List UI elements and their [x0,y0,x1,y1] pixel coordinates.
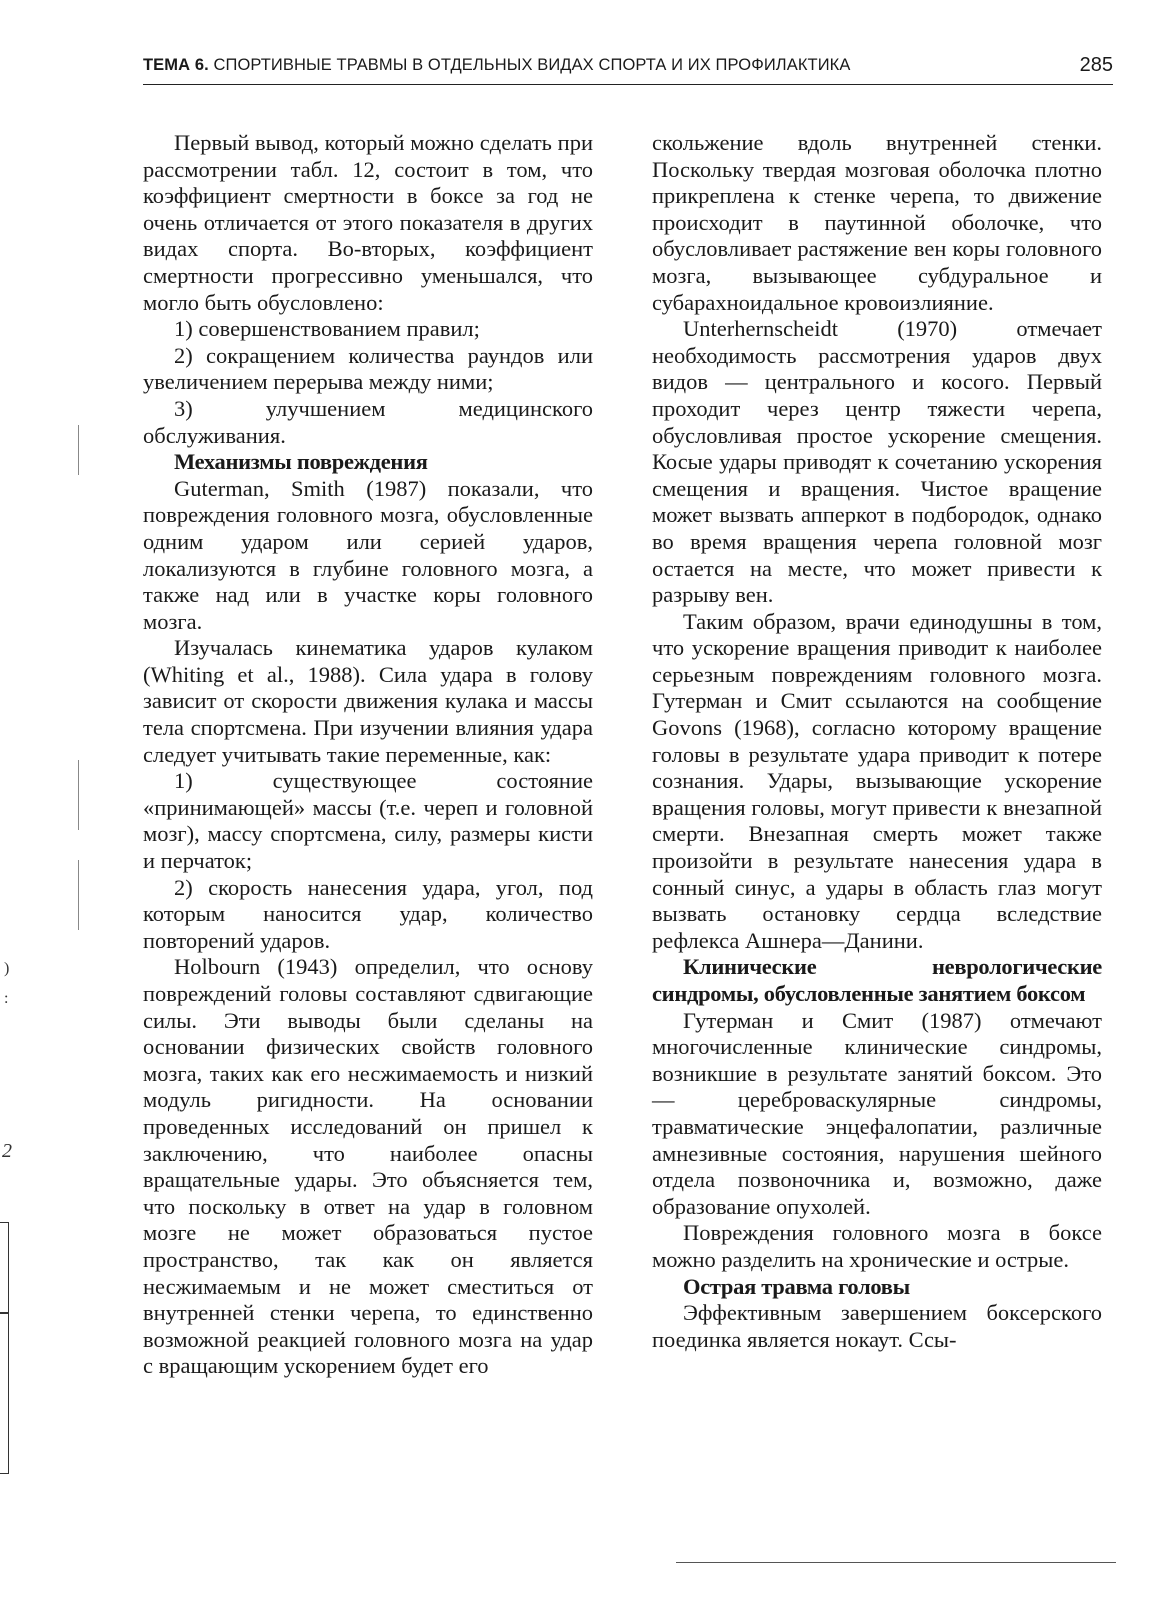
paragraph: Unterhernscheidt (1970) отмечает необходимость рассмотрения ударов двух видов — центрального и косого. Первый проходит через центр тяжести черепа, обусловливая простое ускорение смещения. Косые удары приводят к сочетанию ускорения смещения и вращения. Чистое вращение может вызвать апперкот в подбородок, однако во время вращения черепа головной мозг остается на месте, что может привести к разрыву вен. [652,316,1102,608]
margin-mark: 2 [2,1140,12,1162]
margin-mark: ) [4,960,10,977]
paragraph: Первый вывод, который можно сделать при рассмотрении табл. 12, состоит в том, что коэффициент смертности в боксе за год не очень отличается от этого показателя в других видах спорта. Во-вторых, коэффициент смертности прогрессивно уменьшался, что могло быть обусловлено: [143,130,593,315]
paragraph: Guterman, Smith (1987) показали, что повреждения головного мозга, обусловленные одним ударом или серией ударов, локализуются в глубине головного мозга, а также над или в участке коры головного мозга. [143,475,593,634]
margin-line [78,760,79,830]
margin-bracket [0,1222,9,1314]
margin-line [78,860,79,930]
paragraph: Повреждения головного мозга в боксе можно разделить на хронические и острые. [652,1220,1102,1272]
margin-line [78,425,79,475]
header-title-bold: ТЕМА 6. [143,56,209,74]
paragraph: Изучалась кинематика ударов кулаком (Whiting et al., 1988). Сила удара в голову зависит от скорости движения кулака и массы тела спортсмена. При изучении влияния удара следует учитывать такие переменные, как: [143,635,593,767]
page-number: 285 [1079,54,1113,76]
paragraph: Гутерман и Смит (1987) отмечают многочисленные клинические синдромы, возникшие в результате занятий боксом. Это — цереброваскулярные синдромы, травматические энцефалопатии, различные амнезивные состояния, нарушения шейного отдела позвоночника и, возможно, даже образование опухолей. [652,1007,1102,1219]
list-item: 1) существующее состояние «принимающей» массы (т.е. череп и головной мозг), массу спортсмена, силу, размеры кисти и перчаток; [143,768,593,874]
footer-rule [676,1562,1116,1563]
section-heading: Механизмы повреждения [174,449,428,475]
paragraph: Эффективным завершением боксерского поединка является нокаут. Ссы- [652,1300,1102,1352]
margin-mark: : [4,990,9,1007]
list-item: 3) улучшением медицинского обслуживания. [143,395,593,448]
paragraph: Holbourn (1943) определил, что основу повреждений головы составляют сдвигающие силы. Эти выводы были сделаны на основании физических свойств головного мозга, таких как его несжимаемость и низкий модуль ригидности. На основании проведенных исследований он пришел к заключению, что наиболее опасны вращательные удары. Это объясняется тем, что поскольку в ответ на удар в головном мозге не может образоваться пустое пространство, так как он является несжимаемым и не может сместиться от внутренней стенки черепа, то единственно возможной реакцией головного мозга на удар с вращающим ускорением будет его [143,954,593,1379]
list-item: 1) совершенствованием правил; [174,316,480,342]
right-column [652,130,1102,1353]
paragraph: Таким образом, врачи единодушны в том, что ускорение вращения приводит к наиболее серьезным повреждениям головного мозга. Гутерман и Смит ссылаются на сообщение Govons (1968), согласно которому вращение головы в результате удара приводит к потере сознания. Удары, вызывающие ускорение вращения головы, могут привести к внезапной смерти. Внезапная смерть может также произойти в результате нанесения удара в сонный синус, а удары в область глаз могут вызвать остановку сердца вследствие рефлекса Ашнера—Данини. [652,608,1102,953]
left-column [143,130,593,1380]
list-item: 2) скорость нанесения удара, угол, под которым наносится удар, количество повторений ударов. [143,874,593,953]
section-heading: Клинические неврологические синдромы, обусловленные занятием боксом [652,954,1102,1006]
header-title [143,56,851,75]
paragraph: скольжение вдоль внутренней стенки. Поскольку твердая мозговая оболочка плотно прикреплена к стенке черепа, то движение происходит в паутинной оболочке, что обусловливает растяжение вен коры головного мозга, вызывающее субдуральное и субарахноидальное кровоизлияние. [652,130,1102,315]
running-header [143,54,1113,85]
list-item: 2) сокращением количества раундов или увеличением перерыва между ними; [143,342,593,395]
margin-bracket [0,1312,9,1474]
header-title-rest: СПОРТИВНЫЕ ТРАВМЫ В ОТДЕЛЬНЫХ ВИДАХ СПОРТА И ИХ ПРОФИЛАКТИКА [208,56,851,74]
section-heading: Острая травма головы [683,1273,910,1299]
